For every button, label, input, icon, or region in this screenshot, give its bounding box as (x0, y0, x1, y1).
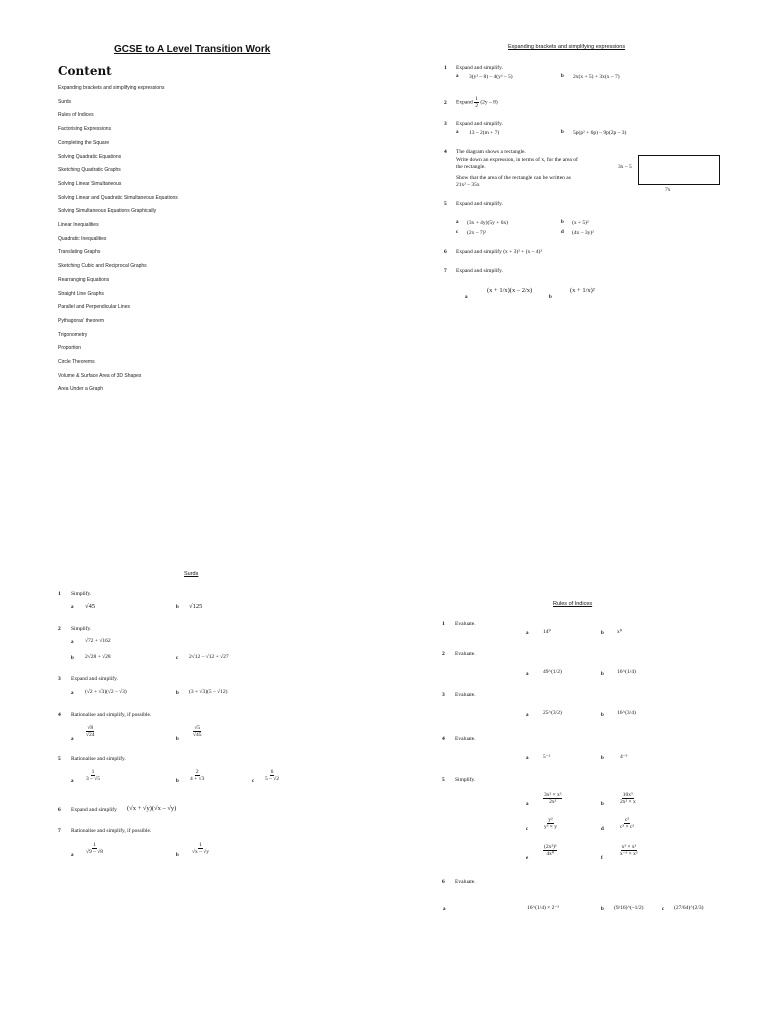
q5d-expr: (4x – 3y)² (572, 230, 594, 236)
i5a-label: a (526, 802, 529, 807)
i3-text: Evaluate. (455, 692, 476, 698)
q3-number: 3 (444, 121, 447, 127)
toc-item: Area Under a Graph (58, 386, 104, 393)
s3b-expr: (3 + √3)(5 – √12) (189, 689, 228, 695)
toc-item: Solving Simultaneous Equations Graphically (58, 208, 157, 215)
toc-item: Quadratic Inequalities (58, 235, 107, 242)
rectangle-bottom-label: 7x (665, 187, 671, 193)
q2-label: Expand (456, 99, 473, 106)
i4a-label: a (526, 756, 529, 761)
q3a-label: a (456, 130, 459, 135)
i6-number: 6 (442, 879, 445, 885)
toc-item: Solving Linear and Quadratic Simultaneous Equations (58, 194, 178, 201)
i6c-expr: (27/64)^(2/3) (674, 905, 704, 911)
toc-item: Factorising Expressions (58, 126, 112, 133)
q7b-expr: (x + 1/x)² (570, 287, 595, 294)
toc-item: Circle Theorems (58, 359, 95, 365)
i1-text: Evaluate. (455, 621, 476, 627)
q5b-label: b (561, 220, 564, 225)
i5b-fraction (619, 789, 637, 807)
i6-text: Evaluate. (455, 879, 476, 885)
q5-number: 5 (444, 201, 447, 207)
i2b-label: b (601, 672, 604, 677)
q5a-expr: (3x + 4y)(5y + 6x) (467, 220, 509, 226)
i5b-den: 2x² × x (620, 798, 636, 805)
i5e-fraction (543, 841, 557, 859)
s1a-label: a (71, 605, 74, 610)
s2b-label: b (71, 656, 74, 661)
q6-text: Expand and simplify (x + 3)² + (x – 4)² (456, 249, 543, 255)
q3b-expr: 5p(p² + 6p) – 9p(2p – 3) (573, 130, 627, 136)
q5c-label: c (456, 230, 459, 235)
s7a-num: 1 (93, 841, 96, 848)
s3-number: 3 (58, 676, 61, 682)
s4b-num: √5 (194, 724, 201, 731)
s4b-fraction (192, 722, 203, 740)
s4b-label: b (176, 737, 179, 742)
q1a-expr: 3(y² – 8) – 4(y² – 5) (469, 74, 513, 80)
s4-text: Rationalise and simplify, if possible. (71, 712, 152, 718)
toc-item: Linear Inequalities (58, 222, 99, 228)
s6-expr: (√x + √y)(√x – √y) (127, 805, 177, 812)
i2b-expr: 16^(1/4) (617, 669, 636, 675)
s7a-den: √9 – √8 (86, 848, 104, 855)
s7b-fraction (191, 839, 210, 857)
toc-item: Proportion (58, 345, 82, 352)
i5d-den: c³ × c² (620, 823, 635, 830)
toc-item: Pythagoras' theorem (58, 317, 104, 324)
q4-text1: The diagram shows a rectangle. (456, 149, 526, 155)
s4-number: 4 (58, 712, 61, 718)
s5-text: Rationalise and simplify. (71, 756, 126, 762)
s5a-fraction (85, 766, 101, 784)
i5b-num: 10x⁵ (622, 791, 633, 798)
i5c-fraction (543, 814, 558, 832)
s1-text: Simplify. (71, 591, 92, 597)
s2c-label: c (176, 656, 179, 661)
i4-number: 4 (442, 736, 445, 742)
s3a-expr: (√2 + √3)(√2 – √3) (85, 689, 127, 695)
s6-number: 6 (58, 807, 61, 813)
q4-text4: Show that the area of the rectangle can be written as (456, 175, 571, 181)
s4a-label: a (71, 737, 74, 742)
i3a-expr: 25^(3/2) (543, 710, 562, 716)
s4b-den: √45 (193, 731, 202, 738)
q7b-label: b (549, 295, 552, 300)
i1-number: 1 (442, 621, 445, 627)
q1b-label: b (561, 74, 564, 79)
q3-text: Expand and simplify. (456, 121, 503, 127)
toc-item: Trigonometry (58, 331, 88, 338)
s5b-num: 2 (195, 768, 199, 775)
s5a-den: 3 – √5 (86, 775, 101, 782)
rectangle-side-label: 3x – 5 (618, 164, 632, 170)
q4-text3: the rectangle. (456, 164, 486, 170)
i5d-fraction (619, 814, 635, 832)
toc-item: Sketching Quadratic Graphs (58, 167, 121, 174)
toc-item: Solving Quadratic Equations (58, 153, 122, 160)
s1a-expr: √45 (85, 603, 96, 610)
i2a-expr: 49^(1/2) (543, 669, 562, 675)
i6b-expr: (9/16)^(–1/2) (614, 905, 644, 911)
i6b-label: b (601, 907, 604, 912)
q7a-label: a (465, 295, 468, 300)
content-heading: Content (58, 64, 112, 78)
s7-text: Rationalise and simplify, if possible. (71, 828, 152, 834)
q1-number: 1 (444, 65, 447, 71)
page2-title: Expanding brackets and simplifying expressions (508, 44, 626, 50)
s2a-label: a (71, 640, 74, 645)
i5d-label: d (601, 827, 604, 832)
half-denominator: 2 (475, 103, 478, 109)
s6-text: Expand and simplify (71, 807, 117, 813)
q3a-expr: 13 – 2(m + 7) (469, 130, 500, 136)
s7a-fraction (85, 839, 104, 857)
rectangle-diagram (638, 155, 720, 185)
s7b-den: √x – √y (192, 848, 210, 855)
q5d-label: d (561, 230, 564, 235)
i5a-fraction (543, 789, 562, 807)
i1b-expr: x⁰ (617, 629, 622, 635)
page1-title: GCSE to A Level Transition Work (114, 44, 271, 55)
q7-number: 7 (444, 268, 447, 274)
s5-number: 5 (58, 756, 61, 762)
q4-number: 4 (444, 149, 447, 155)
s5c-den: 5 – √2 (265, 775, 280, 782)
i5f-label: f (601, 856, 603, 861)
i1b-label: b (601, 631, 604, 636)
i6a-expr: 16^(1/4) × 2⁻³ (527, 905, 559, 911)
i5c-num: y² (548, 816, 553, 823)
toc-item: Surds (58, 98, 72, 105)
i1a-label: a (526, 631, 529, 636)
i5e-den: 4x⁰ (546, 850, 555, 857)
s2-text: Simplify. (71, 626, 92, 632)
toc-item: Sketching Cubic and Reciprocal Graphs (58, 263, 147, 270)
i5e-label: e (526, 856, 529, 861)
q3b-label: b (561, 130, 564, 135)
q1a-label: a (456, 74, 459, 79)
i5f-den: x⁻³ × x⁵ (620, 850, 638, 857)
s2a-expr: √72 + √162 (85, 638, 111, 644)
half-fraction (474, 96, 479, 109)
q5-text: Expand and simplify. (456, 201, 503, 207)
s1b-label: b (176, 605, 179, 610)
i5a-num: 3x² × x³ (544, 791, 562, 798)
q2-number: 2 (444, 100, 447, 106)
toc-item: Expanding brackets and simplifying expressions (58, 85, 165, 91)
i2-number: 2 (442, 651, 445, 657)
s2b-expr: 2√28 + √28 (85, 654, 111, 660)
s1b-expr: √125 (189, 603, 203, 610)
q1b-expr: 2x(x + 5) + 3x(x – 7) (573, 74, 620, 80)
i1a-expr: 14⁰ (543, 629, 551, 635)
i3b-expr: 16^(3/4) (617, 710, 636, 716)
q4-text5: 21x² – 35x (456, 182, 480, 188)
s3a-label: a (71, 691, 74, 696)
i5b-label: b (601, 802, 604, 807)
s5a-label: a (71, 779, 74, 784)
toc-item: Solving Linear Simultaneous (58, 180, 122, 187)
s5c-label: c (252, 779, 255, 784)
q5b-expr: (x + 5)² (572, 220, 589, 226)
q5a-label: a (456, 220, 459, 225)
q2-text (456, 96, 498, 109)
i5f-num: x³ × x² (621, 843, 637, 850)
page3-title: Surds (184, 571, 199, 577)
i3b-label: b (601, 713, 604, 718)
i5d-num: c² (624, 816, 630, 823)
s4a-num: √8 (87, 724, 94, 731)
i4b-label: b (601, 756, 604, 761)
q2-expr: (2y – 8) (480, 99, 498, 106)
s1-number: 1 (58, 591, 61, 597)
i5-text: Simplify. (455, 777, 476, 783)
i6c-label: c (662, 907, 665, 912)
s7b-label: b (176, 853, 179, 858)
s5b-den: 4 + √3 (190, 775, 205, 782)
q1-text: Expand and simplify. (456, 65, 503, 71)
i4a-expr: 5⁻² (543, 754, 551, 760)
toc-item: Translating Graphs (58, 249, 101, 256)
s3b-label: b (176, 691, 179, 696)
toc-item: Straight Line Graphs (58, 290, 104, 297)
toc-item: Rules of Indices (58, 112, 94, 119)
half-numerator: 1 (475, 96, 478, 102)
i5f-fraction (619, 841, 639, 859)
s2c-expr: 2√12 – √12 + √27 (189, 654, 229, 660)
s4a-fraction (85, 722, 96, 740)
q7-text: Expand and simplify. (456, 268, 503, 274)
i2-text: Evaluate. (455, 651, 476, 657)
s5b-fraction (189, 766, 205, 784)
toc-item: Rearranging Equations (58, 276, 110, 283)
s5b-label: b (176, 779, 179, 784)
i5c-label: c (526, 827, 529, 832)
i4-text: Evaluate. (455, 736, 476, 742)
toc-item: Completing the Square (58, 139, 110, 146)
q7a-expr: (x + 1/x)(x – 2/x) (487, 287, 533, 294)
s5c-fraction (264, 766, 280, 784)
s7a-label: a (71, 853, 74, 858)
i3a-label: a (526, 713, 529, 718)
s5a-num: 1 (91, 768, 95, 775)
i5-number: 5 (442, 777, 445, 783)
i6a-label: a (443, 907, 446, 912)
toc-item: Parallel and Perpendicular Lines (58, 304, 130, 311)
s3-text: Expand and simplify. (71, 676, 118, 682)
i3-number: 3 (442, 692, 445, 698)
s5c-num: 6 (270, 768, 274, 775)
s7-number: 7 (58, 828, 61, 834)
q4-text2: Write down an expression, in terms of x, for the area of (456, 157, 578, 163)
s7b-num: 1 (199, 841, 202, 848)
i2a-label: a (526, 672, 529, 677)
i5e-num: (2x²)³ (544, 843, 557, 850)
page4-title: Rules of Indices (553, 601, 593, 607)
s2-number: 2 (58, 626, 61, 632)
q6-number: 6 (444, 249, 447, 255)
i4b-expr: 4⁻³ (620, 754, 628, 760)
q5c-expr: (2x – 7)² (467, 230, 487, 236)
toc-item: Volume & Surface Area of 3D Shapes (58, 372, 142, 379)
i5a-den: 2x² (549, 798, 557, 805)
s4a-den: √24 (86, 731, 95, 738)
i5c-den: y³ × y (544, 823, 558, 830)
